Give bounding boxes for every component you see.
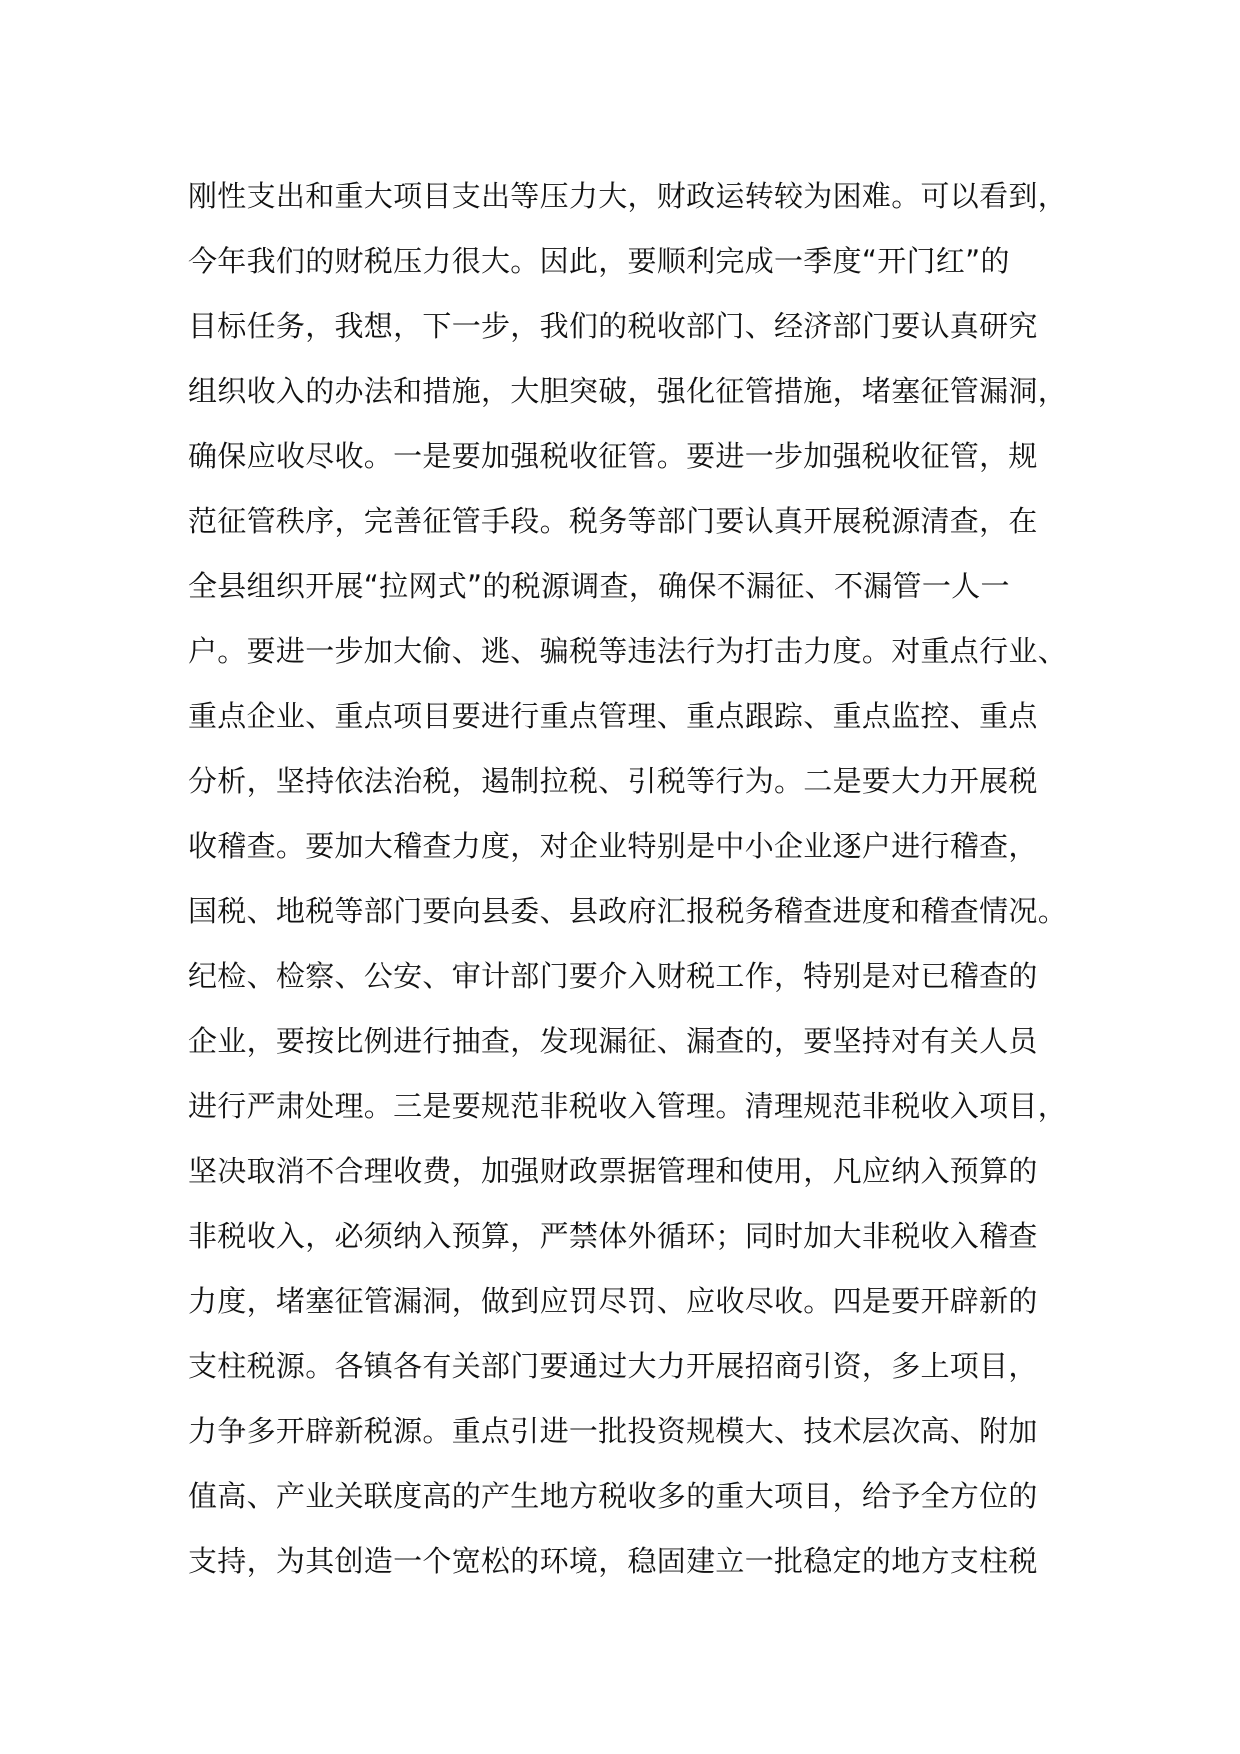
text-line: 非税收入，必须纳入预算，严禁体外循环；同时加大非税收入稽查 (188, 1219, 1038, 1253)
text-line: 范征管秩序，完善征管手段。税务等部门要认真开展税源清查，在 (188, 504, 1038, 538)
text-line: 企业，要按比例进行抽查，发现漏征、漏查的，要坚持对有关人员 (188, 1024, 1038, 1058)
text-line: 值高、产业关联度高的产生地方税收多的重大项目，给予全方位的 (188, 1479, 1038, 1513)
text-line: 目标任务，我想，下一步，我们的税收部门、经济部门要认真研究 (188, 309, 1038, 343)
text-line: 刚性支出和重大项目支出等压力大，财政运转较为困难。可以看到， (188, 179, 1068, 213)
text-line: 纪检、检察、公安、审计部门要介入财税工作，特别是对已稽查的 (188, 959, 1038, 993)
text-line: 户。要进一步加大偷、逃、骗税等违法行为打击力度。对重点行业、 (188, 634, 1068, 668)
body-text (188, 164, 1088, 1594)
text-line: 坚决取消不合理收费，加强财政票据管理和使用，凡应纳入预算的 (188, 1154, 1038, 1188)
text-line: 力争多开辟新税源。重点引进一批投资规模大、技术层次高、附加 (188, 1414, 1038, 1448)
text-line: 重点企业、重点项目要进行重点管理、重点跟踪、重点监控、重点 (188, 699, 1038, 733)
text-line: 组织收入的办法和措施，大胆突破，强化征管措施，堵塞征管漏洞， (188, 374, 1068, 408)
text-line: 今年我们的财税压力很大。因此，要顺利完成一季度“开门红”的 (188, 244, 1010, 278)
text-line: 国税、地税等部门要向县委、县政府汇报税务稽查进度和稽查情况。 (188, 894, 1068, 928)
text-line: 全县组织开展“拉网式”的税源调查，确保不漏征、不漏管一人一 (188, 569, 1010, 603)
text-line: 进行严肃处理。三是要规范非税收入管理。清理规范非税收入项目， (188, 1089, 1068, 1123)
text-line: 收稽查。要加大稽查力度，对企业特别是中小企业逐户进行稽查， (188, 829, 1038, 863)
text-line: 力度，堵塞征管漏洞，做到应罚尽罚、应收尽收。四是要开辟新的 (188, 1284, 1038, 1318)
text-line: 支柱税源。各镇各有关部门要通过大力开展招商引资，多上项目， (188, 1349, 1038, 1383)
text-line: 确保应收尽收。一是要加强税收征管。要进一步加强税收征管，规 (188, 439, 1038, 473)
text-line: 分析，坚持依法治税，遏制拉税、引税等行为。二是要大力开展税 (188, 764, 1038, 798)
text-line: 支持，为其创造一个宽松的环境，稳固建立一批稳定的地方支柱税 (188, 1544, 1038, 1578)
